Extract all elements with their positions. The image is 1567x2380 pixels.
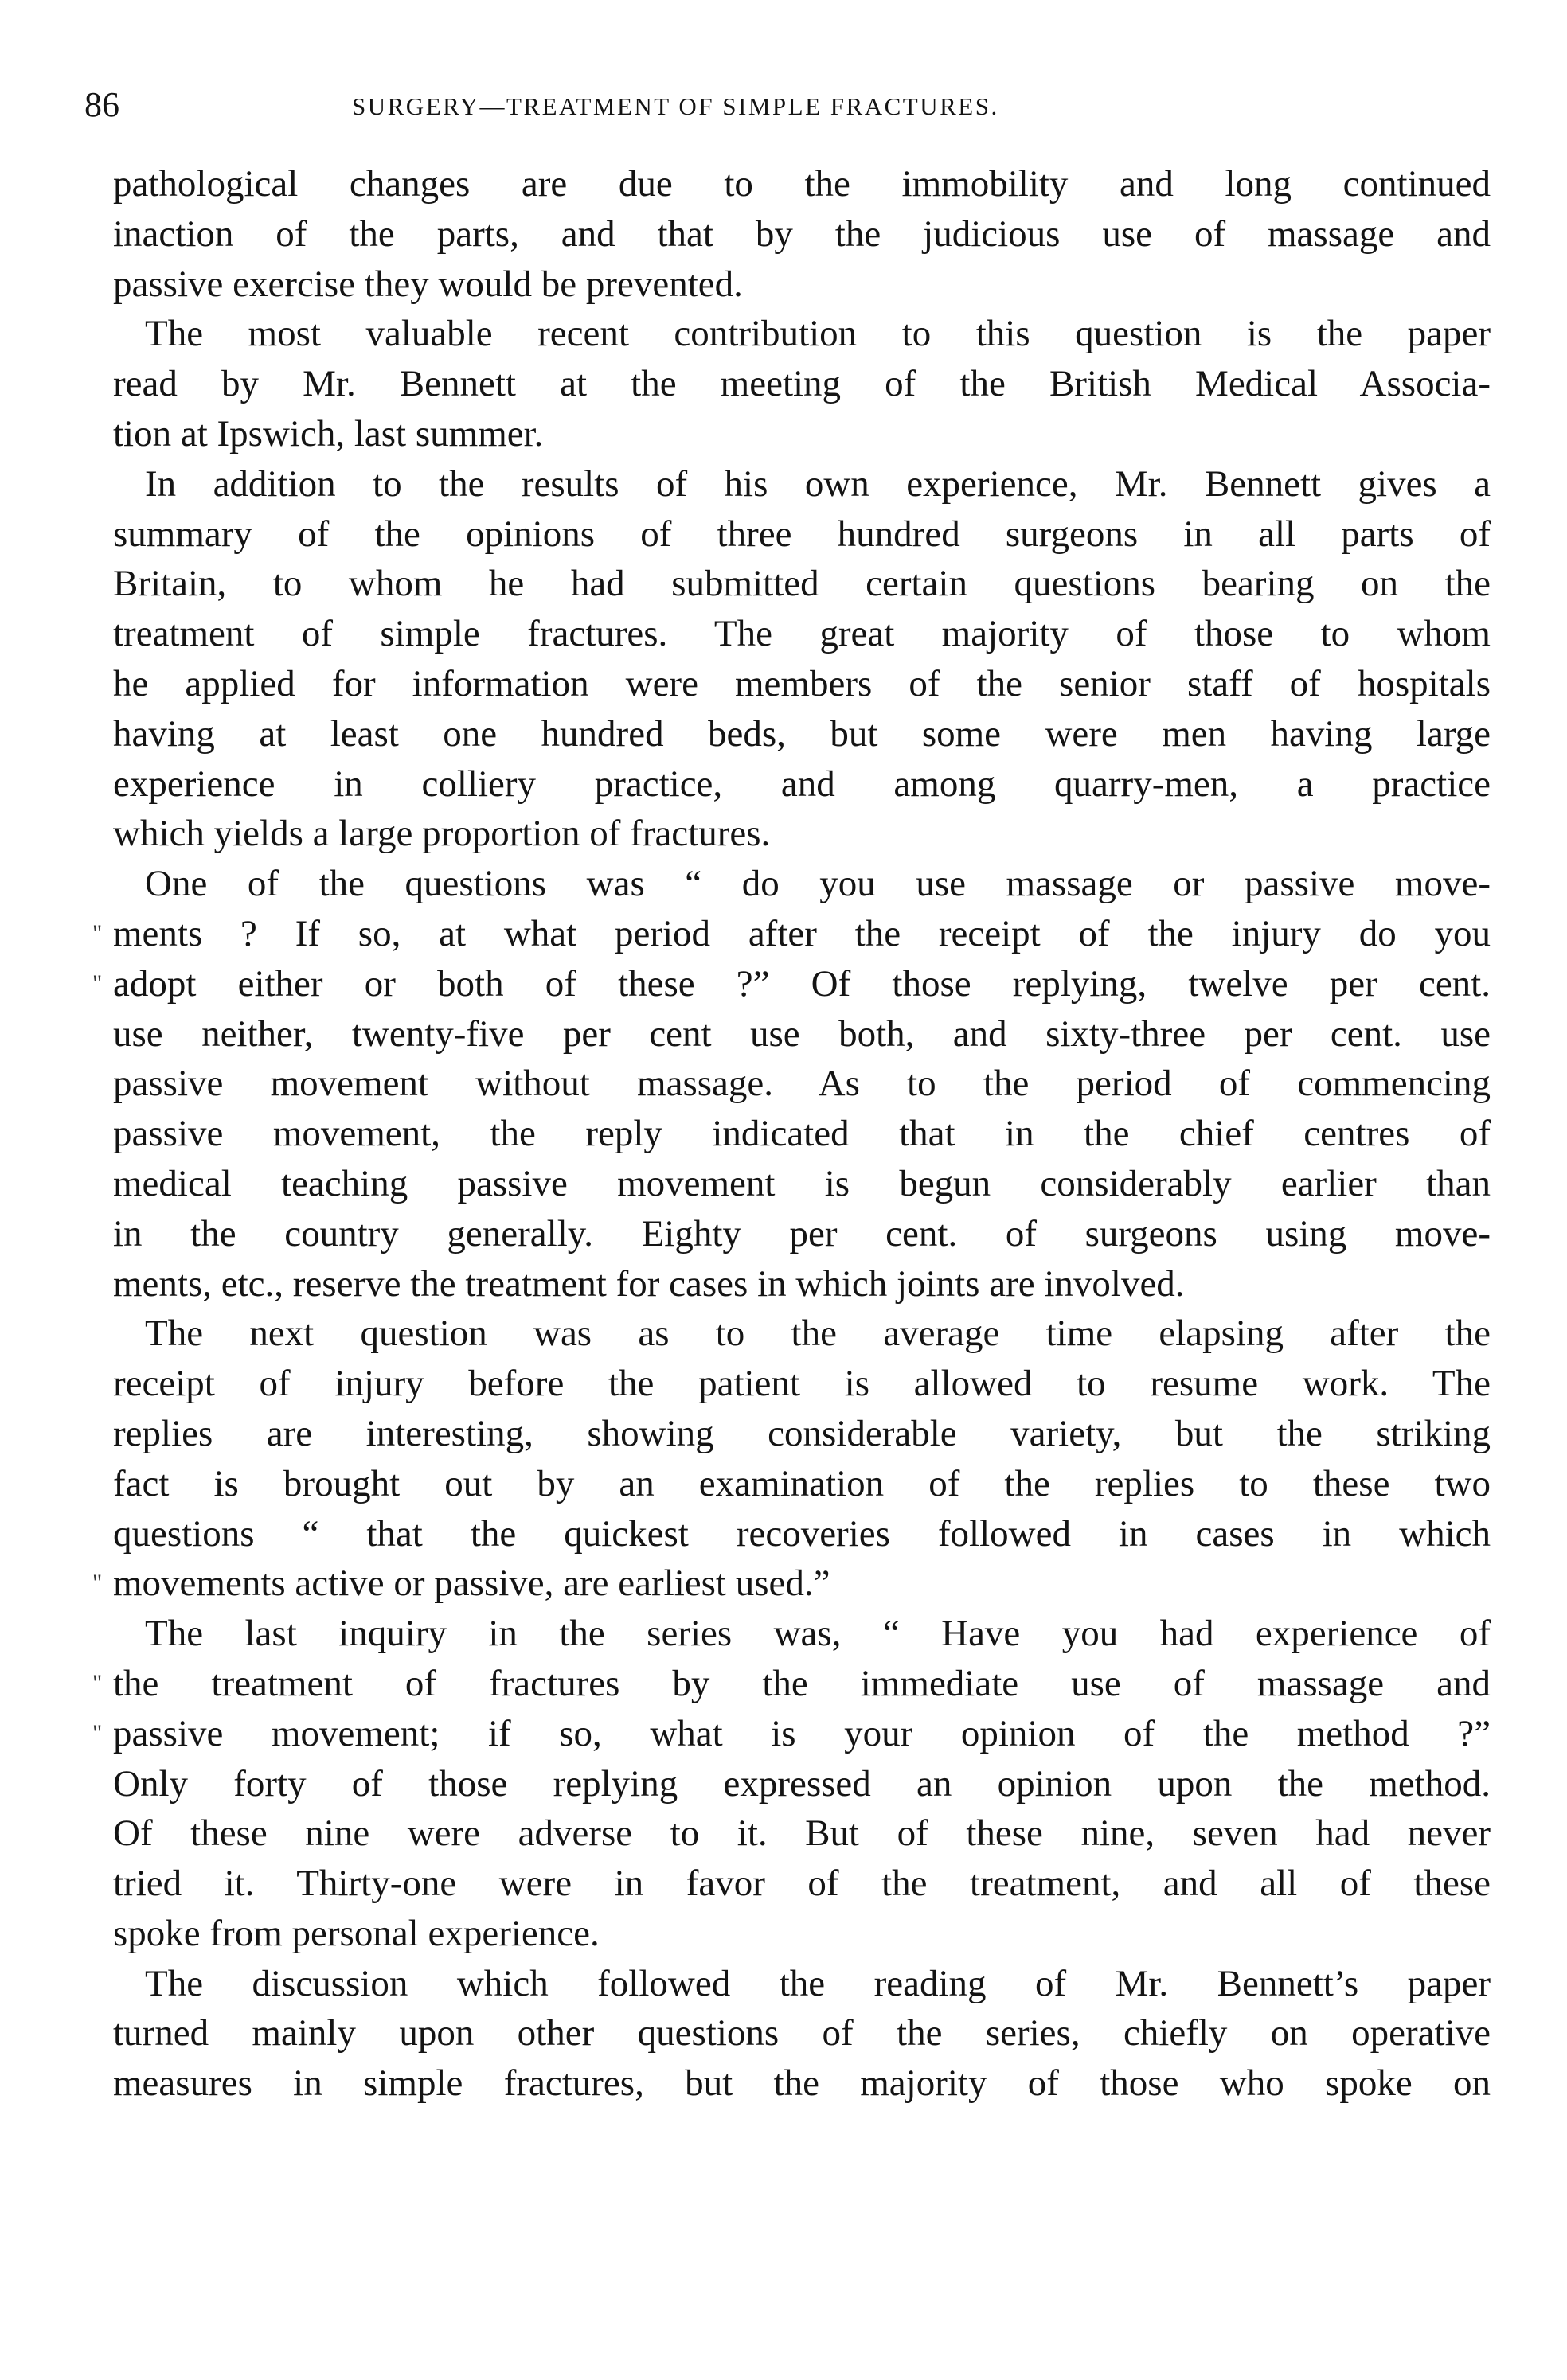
text-line: having at least one hundred beds, but some were men having large bbox=[113, 712, 1491, 755]
text-line: pathological changes are due to the immobility and long continued bbox=[113, 163, 1491, 205]
text-line: fact is brought out by an examination of the replies to these two bbox=[113, 1462, 1491, 1504]
text-line: measures in simple fractures, but the majority of those who spoke on bbox=[113, 2062, 1491, 2105]
text-line: tion at Ipswich, last summer. bbox=[113, 412, 544, 455]
text-line: ments, etc., reserve the treatment for cases in which joints are involved. bbox=[113, 1262, 1185, 1305]
text-line: In addition to the results of his own experience, Mr. Bennett gives a bbox=[145, 462, 1491, 505]
text-line: The last inquiry in the series was, “ Have you had experience of bbox=[145, 1613, 1491, 1655]
text-line: receipt of injury before the patient is allowed to resume work. The bbox=[113, 1363, 1491, 1405]
text-line: he applied for information were members of the senior staff of hospitals bbox=[113, 662, 1491, 704]
text-line: summary of the opinions of three hundred surgeons in all parts of bbox=[113, 513, 1491, 555]
text-line bbox=[92, 1659, 1491, 1709]
text-line-content: adopt either or both of these ?” Of those replying, twelve per cent. bbox=[113, 962, 1491, 1005]
text-line: treatment of simple fractures. The great majority of those to whom bbox=[113, 613, 1491, 655]
text-line: replies are interesting, showing considerable variety, but the striking bbox=[113, 1412, 1491, 1454]
text-line: medical teaching passive movement is begun considerably earlier than bbox=[113, 1162, 1491, 1204]
text-line-content: passive movement; if so, what is your opinion of the method ?” bbox=[113, 1712, 1491, 1754]
body-text bbox=[92, 159, 1491, 2109]
text-line-content: movements active or passive, are earliest used.” bbox=[113, 1563, 830, 1605]
text-line bbox=[92, 1709, 1491, 1759]
text-line bbox=[92, 1559, 1491, 1609]
text-line: One of the questions was “ do you use massage or passive move- bbox=[145, 863, 1491, 905]
text-line-content: ments ? If so, at what period after the receipt of the injury do you bbox=[113, 912, 1491, 954]
text-line: passive movement without massage. As to the period of commencing bbox=[113, 1063, 1491, 1105]
text-line: Britain, to whom he had submitted certain questions bearing on the bbox=[113, 563, 1491, 605]
quote-mark: " bbox=[92, 919, 103, 946]
page-number: 86 bbox=[84, 85, 119, 124]
text-line-content: the treatment of fractures by the immediate use of massage and bbox=[113, 1662, 1491, 1704]
text-line: turned mainly upon other questions of the series, chiefly on operative bbox=[113, 2012, 1491, 2054]
text-line: in the country generally. Eighty per cent. of surgeons using move- bbox=[113, 1212, 1491, 1254]
text-line: The discussion which followed the reading of Mr. Bennett’s paper bbox=[145, 1962, 1491, 2004]
text-line: Of these nine were adverse to it. But of these nine, seven had never bbox=[113, 1812, 1491, 1855]
text-line: Only forty of those replying expressed an opinion upon the method. bbox=[113, 1762, 1491, 1805]
quote-mark: " bbox=[92, 1570, 103, 1597]
text-line: questions “ that the quickest recoveries followed in cases in which bbox=[113, 1512, 1491, 1555]
text-line: use neither, twenty-five per cent use both, and sixty-three per cent. use bbox=[113, 1012, 1491, 1055]
text-line: inaction of the parts, and that by the judicious use of massage and bbox=[113, 213, 1491, 255]
text-line: The next question was as to the average time elapsing after the bbox=[145, 1313, 1491, 1355]
text-line: which yields a large proportion of fractures. bbox=[113, 813, 771, 855]
running-head bbox=[84, 76, 1502, 124]
text-line bbox=[92, 909, 1491, 959]
text-line: experience in colliery practice, and among quarry-men, a practice bbox=[113, 763, 1491, 805]
text-line bbox=[92, 959, 1491, 1009]
running-title: SURGERY—TREATMENT OF SIMPLE FRACTURES. bbox=[352, 92, 999, 120]
text-line: tried it. Thirty-one were in favor of the treatment, and all of these bbox=[113, 1863, 1491, 1905]
quote-mark: " bbox=[92, 1669, 103, 1696]
text-line: The most valuable recent contribution to this question is the paper bbox=[145, 313, 1491, 355]
text-line: passive exercise they would be prevented. bbox=[113, 263, 743, 305]
text-line: passive movement, the reply indicated that in the chief centres of bbox=[113, 1113, 1491, 1155]
quote-mark: " bbox=[92, 1719, 103, 1746]
quote-mark: " bbox=[92, 970, 103, 997]
text-line: spoke from personal experience. bbox=[113, 1912, 600, 1954]
text-line: read by Mr. Bennett at the meeting of the British Medical Associa- bbox=[113, 363, 1491, 405]
